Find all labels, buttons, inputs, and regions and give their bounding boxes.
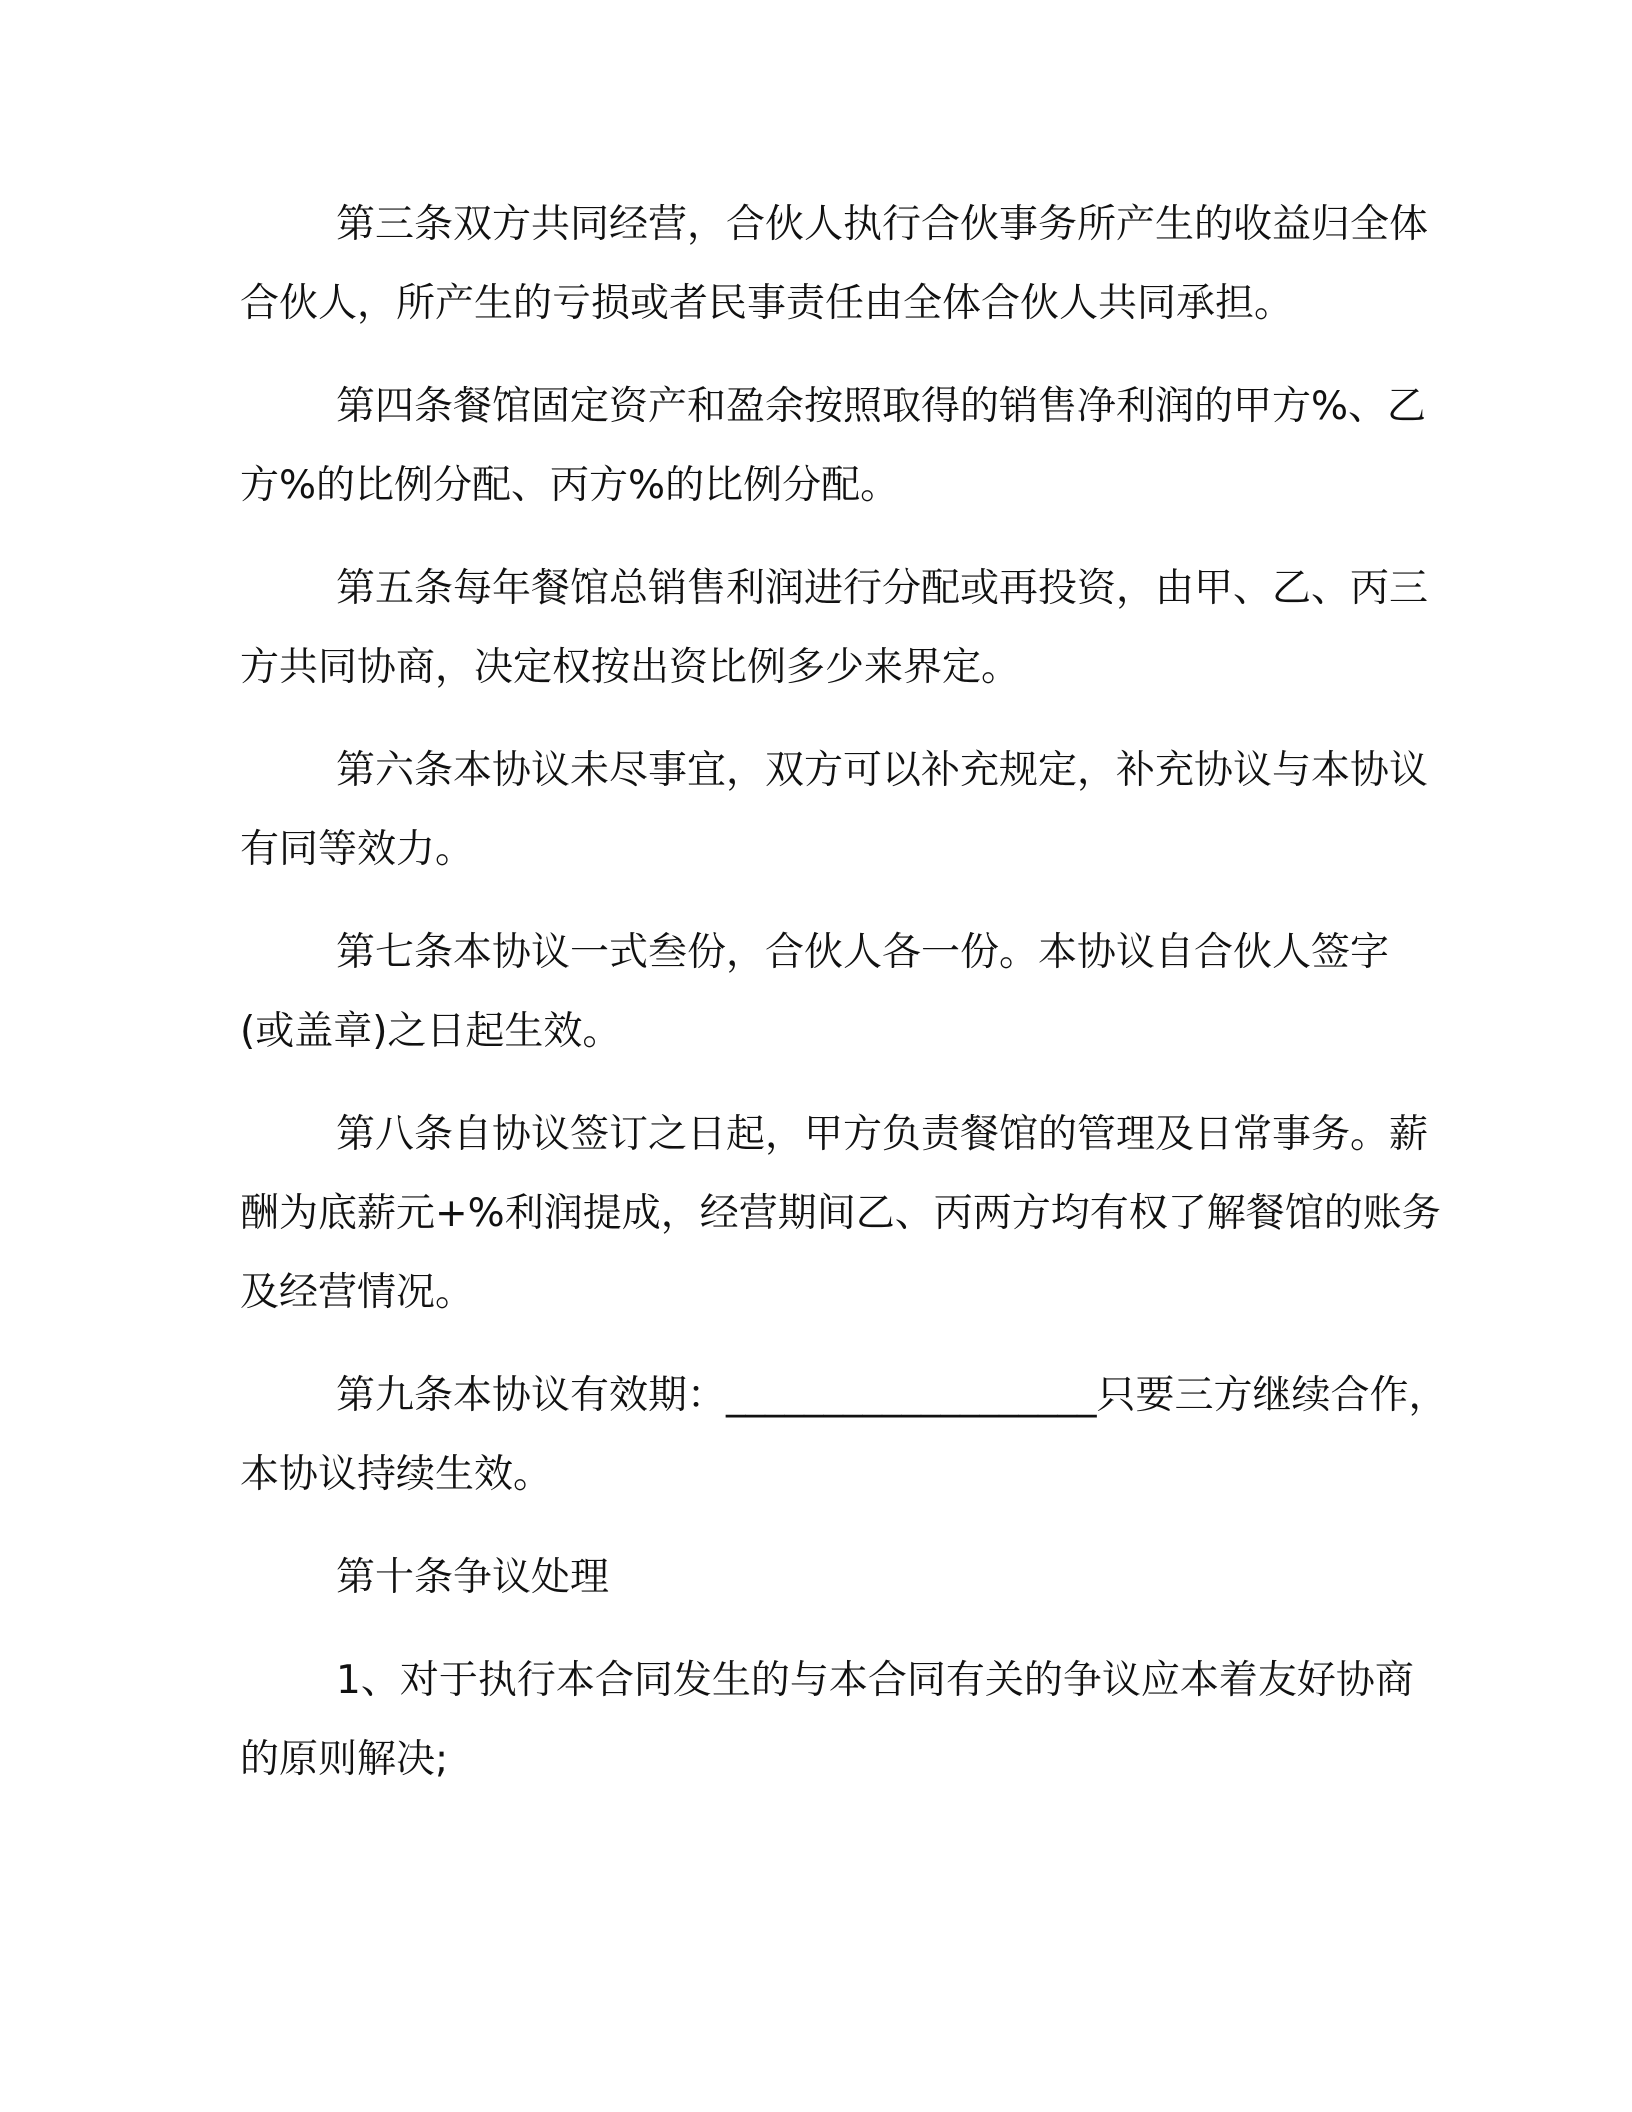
document-body <box>240 185 1448 1823</box>
clause-9 <box>240 1356 1448 1514</box>
clause-9-line-1: 第九条本协议有效期：___________________只要三方继续合作， <box>336 1373 1448 1418</box>
clause-7-line-2: (或盖章)之日起生效。 <box>240 1009 622 1054</box>
clause-3 <box>240 185 1429 343</box>
clause-10-item-1 <box>240 1641 1414 1799</box>
clause-8 <box>240 1095 1441 1332</box>
clause-8-line-1: 第八条自协议签订之日起，甲方负责餐馆的管理及日常事务。薪 <box>336 1112 1429 1157</box>
clause-4-line-1: 第四条餐馆固定资产和盈余按照取得的销售净利润的甲方%、乙 <box>336 384 1427 429</box>
clause-10-item-1-line-2: 的原则解决; <box>240 1737 449 1782</box>
clause-8-line-3: 及经营情况。 <box>240 1270 475 1315</box>
clause-10-heading: 第十条争议处理 <box>336 1555 610 1600</box>
clause-9-line-2: 本协议持续生效。 <box>240 1452 553 1497</box>
clause-10-item-1-line-1: 1、对于执行本合同发生的与本合同有关的争议应本着友好协商 <box>336 1658 1414 1703</box>
clause-5-line-2: 方共同协商，决定权按出资比例多少来界定。 <box>240 645 1021 690</box>
clause-5-line-1: 第五条每年餐馆总销售利润进行分配或再投资，由甲、乙、丙三 <box>336 566 1429 611</box>
clause-3-line-2: 合伙人，所产生的亏损或者民事责任由全体合伙人共同承担。 <box>240 281 1294 326</box>
clause-3-line-1: 第三条双方共同经营，合伙人执行合伙事务所产生的收益归全体 <box>336 202 1429 247</box>
clause-6-line-1: 第六条本协议未尽事宜，双方可以补充规定，补充协议与本协议 <box>336 748 1429 793</box>
clause-4-line-2: 方%的比例分配、丙方%的比例分配。 <box>240 463 900 508</box>
clause-7-line-1: 第七条本协议一式叁份，合伙人各一份。本协议自合伙人签字 <box>336 930 1390 975</box>
clause-7 <box>240 913 1400 1071</box>
clause-4 <box>240 367 1427 525</box>
clause-6 <box>240 731 1429 889</box>
clause-10 <box>240 1538 1400 1617</box>
clause-8-line-2: 酬为底薪元+%利润提成，经营期间乙、丙两方均有权了解餐馆的账务 <box>240 1191 1441 1236</box>
clause-6-line-2: 有同等效力。 <box>240 827 475 872</box>
clause-5 <box>240 549 1429 707</box>
